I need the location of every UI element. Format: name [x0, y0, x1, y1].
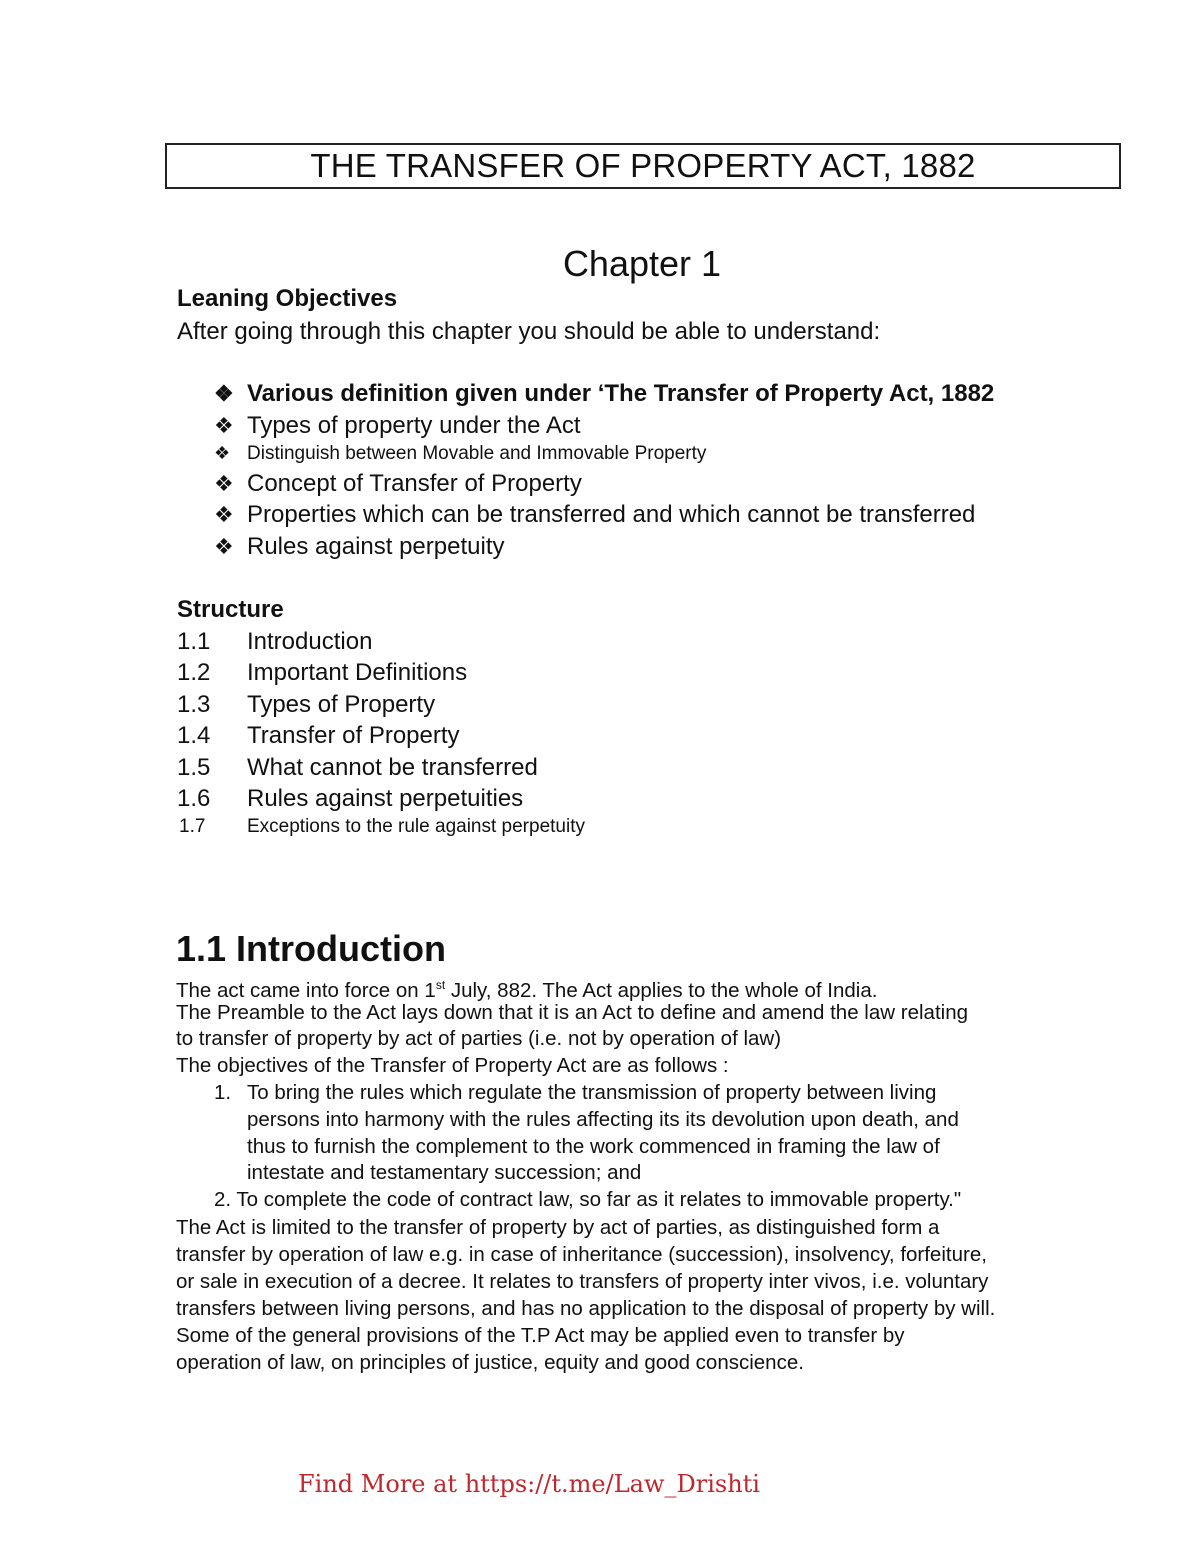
intro-paragraph: operation of law, on principles of justice, equity and good conscience. — [176, 1351, 804, 1374]
diamond-bullet-icon: ❖ — [214, 413, 234, 438]
diamond-bullet-icon: ❖ — [214, 502, 234, 527]
structure-item: 1.5 What cannot be transferred — [177, 754, 538, 781]
objective-list-item-continued: thus to furnish the complement to the work commenced in framing the law of — [247, 1135, 940, 1158]
intro-paragraph: or sale in execution of a decree. It relates to transfers of property inter vivos, i.e. voluntary — [176, 1270, 989, 1293]
objectives-intro: After going through this chapter you should be able to understand: — [177, 318, 881, 345]
objective-list-item-continued: persons into harmony with the rules affecting its its devolution upon death, and — [247, 1108, 959, 1131]
intro-paragraph: transfers between living persons, and has no application to the disposal of property by will. — [176, 1297, 996, 1320]
objective-list-item-continued: intestate and testamentary succession; and — [247, 1161, 642, 1184]
section-heading-introduction: 1.1 Introduction — [176, 928, 446, 969]
diamond-bullet-icon: ❖ — [214, 443, 231, 463]
diamond-bullet-icon: ❖ — [214, 471, 234, 496]
diamond-bullet-icon: ❖ — [214, 381, 234, 406]
objectives-heading: Leaning Objectives — [177, 285, 398, 312]
objective-item: ❖ Distinguish between Movable and Immovable Property — [214, 443, 707, 464]
intro-paragraph: transfer by operation of law e.g. in case of inheritance (succession), insolvency, forfeiture, — [176, 1243, 987, 1266]
structure-heading: Structure — [177, 596, 284, 623]
intro-paragraph: to transfer of property by act of parties (i.e. not by operation of law) — [176, 1027, 782, 1050]
objective-item: ❖ Rules against perpetuity — [214, 533, 505, 560]
objective-list-item: 2. To complete the code of contract law, so far as it relates to immovable property." — [214, 1188, 962, 1211]
structure-item: 1.3 Types of Property — [177, 691, 436, 718]
chapter-heading: Chapter 1 — [562, 243, 722, 284]
intro-paragraph: The objectives of the Transfer of Property Act are as follows : — [176, 1054, 729, 1077]
structure-item: 1.7 Exceptions to the rule against perpetuity — [179, 816, 585, 837]
structure-item: 1.1 Introduction — [177, 628, 373, 655]
intro-paragraph: The Act is limited to the transfer of property by act of parties, as distinguished form a — [176, 1216, 940, 1239]
objective-item: ❖ Various definition given under ‘The Transfer of Property Act, 1882 — [214, 380, 995, 407]
objective-item: ❖ Types of property under the Act — [214, 412, 581, 439]
objective-list-item: 1. To bring the rules which regulate the transmission of property between living — [214, 1081, 937, 1104]
structure-item: 1.4 Transfer of Property — [177, 722, 460, 749]
objective-item: ❖ Properties which can be transferred and which cannot be transferred — [214, 501, 976, 528]
intro-paragraph: The act came into force on 1st July, 882. The Act applies to the whole of India. — [176, 978, 878, 1002]
document-title: THE TRANSFER OF PROPERTY ACT, 1882 — [165, 143, 1121, 189]
intro-paragraph: Some of the general provisions of the T.P Act may be applied even to transfer by — [176, 1324, 905, 1347]
footer-link[interactable]: Find More at https://t.me/Law_Drishti — [298, 1470, 760, 1498]
structure-item: 1.2 Important Definitions — [177, 659, 468, 686]
intro-paragraph: The Preamble to the Act lays down that it is an Act to define and amend the law relating — [176, 1001, 968, 1024]
objective-item: ❖ Concept of Transfer of Property — [214, 470, 582, 497]
diamond-bullet-icon: ❖ — [214, 534, 234, 559]
structure-item: 1.6 Rules against perpetuities — [177, 785, 524, 812]
